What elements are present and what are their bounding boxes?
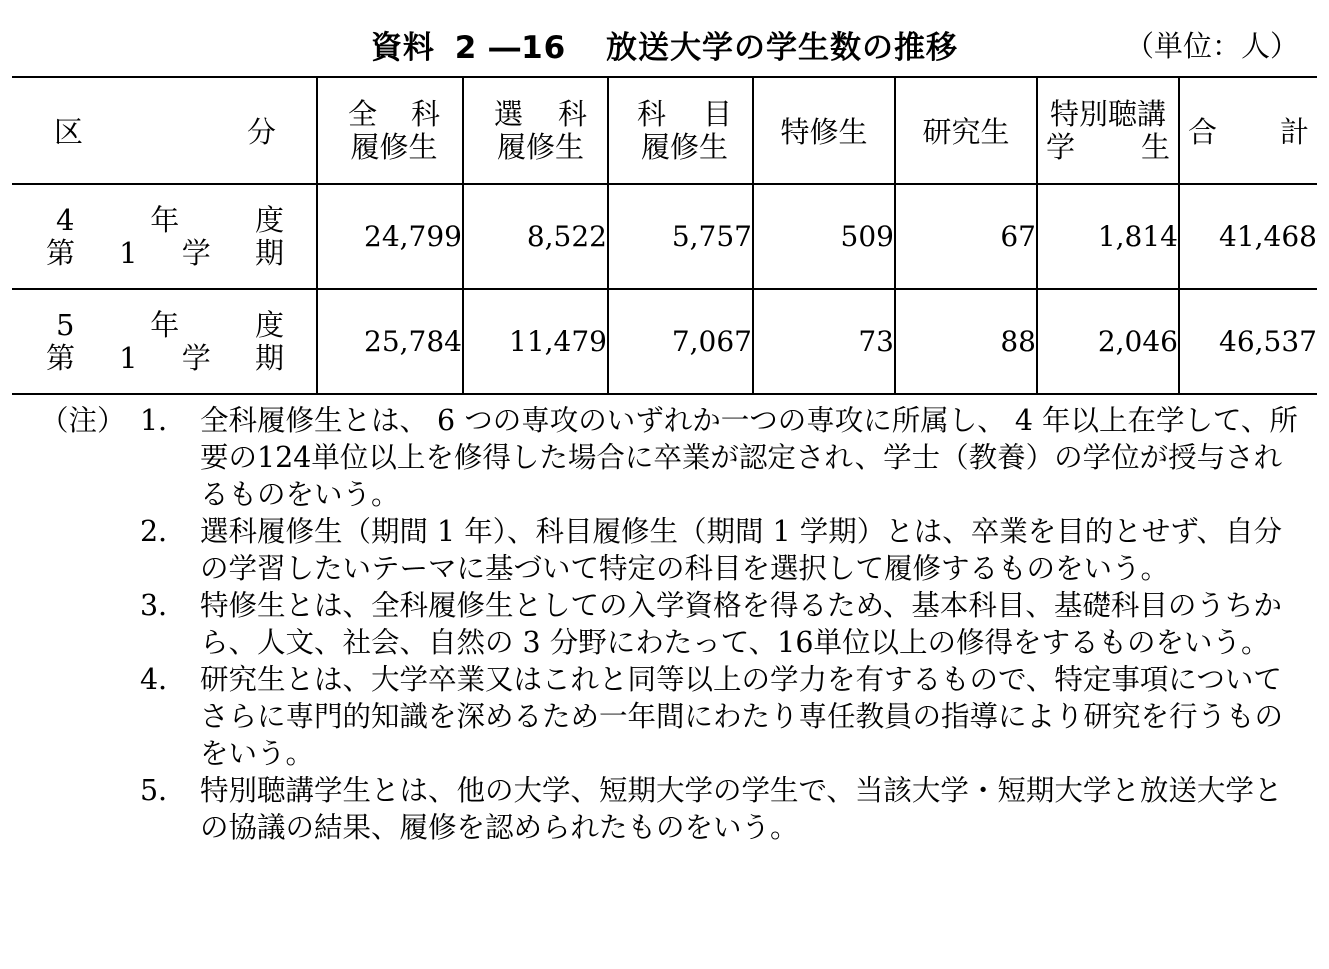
- table-header-row: [12, 77, 1317, 184]
- table-row: [12, 289, 1317, 394]
- label-char: 度: [254, 202, 284, 237]
- label-char: 期: [254, 340, 284, 375]
- kubun-char: 分: [246, 115, 276, 149]
- header-char: 科: [637, 96, 667, 131]
- note-text: 研究生とは、大学卒業又はこれと同等以上の学力を有するもので、特定事項についてさらに専門的知識を深めるため一年間にわたり専任教員の指導により研究を行うものをいう。: [200, 663, 1284, 770]
- label-char: 5: [56, 307, 75, 342]
- cell-senka: 11,479: [463, 289, 608, 394]
- header-char: 選: [494, 96, 524, 131]
- cell-kenkyu: 88: [895, 289, 1037, 394]
- note-text: 特別聴講学生とは、他の大学、短期大学の学生で、当該大学・短期大学と放送大学との協議の結果、履修を認められたものをいう。: [200, 774, 1283, 844]
- header-kamoku: [608, 77, 753, 184]
- student-count-table: [12, 76, 1317, 395]
- header-total: [1179, 77, 1317, 184]
- label-char: 年: [150, 202, 180, 237]
- cell-zenka: 25,784: [317, 289, 463, 394]
- header-char: 科: [557, 96, 587, 131]
- unit-label: （単位：人）: [1124, 29, 1299, 63]
- cell-total: 46,537: [1179, 289, 1317, 394]
- header-kenkyu: [895, 77, 1037, 184]
- label-char: 年: [150, 307, 180, 342]
- title-text: 放送大学の学生数の推移: [606, 30, 959, 66]
- table-row: [12, 184, 1317, 289]
- header-char: 計: [1279, 115, 1309, 149]
- header-char: 科: [410, 96, 440, 131]
- cell-tokubetsu: 1,814: [1037, 184, 1179, 289]
- label-char: 第: [46, 235, 76, 270]
- header-line: 履修生: [640, 129, 728, 164]
- cell-total: 41,468: [1179, 184, 1317, 289]
- notes-label: （注）: [40, 404, 126, 437]
- header-tokubetsu: [1037, 77, 1179, 184]
- note-item: [40, 587, 1300, 661]
- note-index: 5．: [140, 774, 187, 807]
- header-line: 履修生: [496, 129, 584, 164]
- note-item: [40, 513, 1300, 587]
- header-line: 履修生: [350, 129, 438, 164]
- header-line: 研究生: [922, 115, 1010, 149]
- kubun-char: 区: [54, 115, 84, 149]
- note-item: [40, 661, 1300, 772]
- header-zenka: [317, 77, 463, 184]
- cell-tokushu: 73: [753, 289, 895, 394]
- label-char: 学: [181, 235, 211, 270]
- header-line: 特修生: [780, 115, 868, 149]
- label-char: 学: [181, 340, 211, 375]
- label-char: 1: [119, 340, 138, 375]
- cell-senka: 8,522: [463, 184, 608, 289]
- cell-tokushu: 509: [753, 184, 895, 289]
- note-item: [40, 772, 1300, 846]
- cell-zenka: 24,799: [317, 184, 463, 289]
- note-item: [40, 402, 1300, 513]
- cell-kamoku: 7,067: [608, 289, 753, 394]
- header-char: 合: [1188, 115, 1218, 149]
- cell-kamoku: 5,757: [608, 184, 753, 289]
- note-index: 1．: [140, 404, 187, 437]
- cell-kenkyu: 67: [895, 184, 1037, 289]
- header-senka: [463, 77, 608, 184]
- header-char: 学: [1046, 129, 1076, 164]
- header-tokushu: [753, 77, 895, 184]
- row-label: [12, 184, 317, 289]
- label-char: 第: [46, 340, 76, 375]
- header-char: 全: [348, 96, 378, 131]
- note-text: 特修生とは、全科履修生としての入学資格を得るため、基本科目、基礎科目のうちから、人文、社会、自然の 3 分野にわたって、16単位以上の修得をするものをいう。: [200, 589, 1282, 659]
- header-char: 目: [702, 96, 732, 131]
- note-text: 全科履修生とは、 6 つの専攻のいずれか一つの専攻に所属し、 4 年以上在学して、所要の124単位以上を修得した場合に卒業が認定され、学士（教養）の学位が授与されるものをいう。: [200, 404, 1298, 511]
- notes-section: [40, 402, 1300, 846]
- label-char: 4: [56, 202, 75, 237]
- row-label: [12, 289, 317, 394]
- note-index: 4．: [140, 663, 187, 696]
- cell-tokubetsu: 2,046: [1037, 289, 1179, 394]
- note-index: 3．: [140, 589, 187, 622]
- header-char: 生: [1140, 129, 1170, 164]
- header-line: 特別聴講: [1049, 96, 1166, 131]
- note-text: 選科履修生（期間 1 年）、科目履修生（期間 1 学期）とは、卒業を目的とせず、自分の学習したいテーマに基づいて特定の科目を選択して履修するものをいう。: [200, 515, 1282, 585]
- title-prefix: 資料: [370, 30, 435, 66]
- note-index: 2．: [140, 515, 187, 548]
- label-char: 度: [254, 307, 284, 342]
- header-kubun: [12, 77, 317, 184]
- label-char: 期: [254, 235, 284, 270]
- title-number: 2 ―16: [454, 30, 567, 66]
- label-char: 1: [119, 235, 138, 270]
